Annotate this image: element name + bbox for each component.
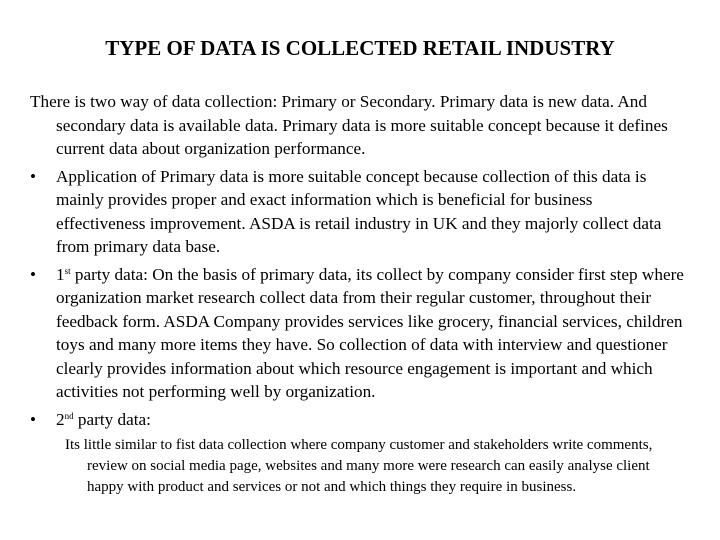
bullet-icon: • [30, 166, 37, 186]
bullet-item-primary [30, 165, 685, 259]
ordinal-suffix: st [64, 265, 71, 276]
slide-body [30, 90, 685, 498]
ordinal-suffix: nd [64, 410, 74, 421]
bullet-icon: • [30, 409, 37, 429]
bullet-text: party data: On the basis of primary data, its collect by company consider first step where organization market research collect data from their regular customer, throughout their feedback form. ASDA Company provides services like grocery, financial services, children toys and many more items they have. So collection of data with interview and questioner clearly provides information about which resource engagement is important and which activities not performing well by organization. [56, 264, 684, 401]
bullet-text: Application of Primary data is more suitable concept because collection of this data is mainly provides proper and exact information which is beneficial for business effectiveness improvement. ASDA is retail industry in UK and they majorly collect data from primary data base. [56, 166, 662, 256]
intro-paragraph: There is two way of data collection: Primary or Secondary. Primary data is new data. And secondary data is available data. Primary data is more suitable concept because it defines current data about organization performance. [30, 92, 668, 158]
bullet-item-first-party [30, 263, 685, 404]
sub-paragraph: Its little similar to fist data collection where company customer and stakeholders write comments, review on social media page, websites and many more were research can easily analyse client happy with product and services or not and which things they require in business. [65, 437, 653, 495]
bullet-item-second-party [30, 408, 685, 432]
bullet-icon: • [30, 264, 37, 284]
bullet-number: 2 [56, 409, 65, 429]
slide-title: TYPE OF DATA IS COLLECTED RETAIL INDUSTRY [105, 36, 615, 60]
bullet-number: 1 [56, 264, 65, 284]
bullet-text: party data: [73, 409, 151, 429]
